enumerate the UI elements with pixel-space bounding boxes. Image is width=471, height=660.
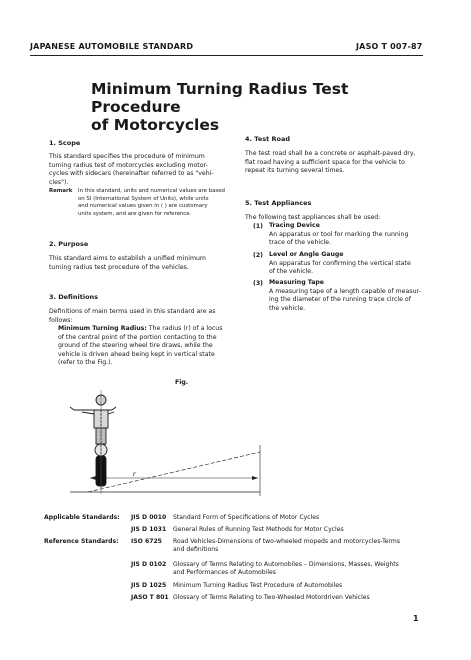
- standard-code: JIS D 0102: [131, 561, 167, 568]
- remark-body: [78, 188, 240, 218]
- motorcycle-icon: [70, 395, 116, 488]
- standard-title-line: Minimum Turning Radius Test Procedure of Automobiles: [173, 582, 343, 589]
- applicable-standards-label: Applicable Standards:: [44, 514, 120, 521]
- arrow-right-icon: [252, 476, 258, 480]
- standard-title: [173, 594, 433, 602]
- appliance-line: An apparatus for confirming the vertical state: [269, 259, 411, 267]
- definitions-heading: 3. Definitions: [49, 293, 99, 301]
- test-road-heading: 4. Test Road: [245, 135, 290, 143]
- appliance-line: trace of the vehicle.: [269, 239, 331, 247]
- page-number: 1: [413, 614, 419, 623]
- appliance-name: Tracing Device: [269, 222, 320, 229]
- definition-line: (refer to the Fig.).: [58, 359, 113, 367]
- figure-caption: Fig.: [175, 379, 189, 386]
- remark-line: on SI (International System of Units), while units: [78, 195, 209, 202]
- remark-line: and numerical values given in ( ) are customary: [78, 203, 208, 210]
- appliance-item: [269, 251, 444, 277]
- definition-line: ground of the steering wheel tire draws, while the: [58, 342, 213, 350]
- standard-code: JIS D 1031: [131, 526, 167, 533]
- arrow-left-icon: [90, 476, 96, 480]
- remark-label: Remark: [49, 188, 73, 194]
- appliance-line: An apparatus or tool for marking the running: [269, 230, 409, 238]
- remark-line: In this standard, units and numerical values are based: [78, 188, 225, 194]
- standard-title-line: Road Vehicles-Dimensions of two-wheeled mopeds and motorcycles-Terms: [173, 538, 401, 545]
- appliances-intro: The following test appliances shall be used:: [245, 214, 381, 221]
- standard-title-line: Glossary of Terms Relating to Two-Wheeled Motordriven Vehicles: [173, 594, 370, 601]
- standard-title: [173, 514, 433, 522]
- definitions-line: follows:: [49, 316, 73, 324]
- purpose-line: This standard aims to establish a unified minimum: [49, 255, 206, 262]
- scope-body: [49, 153, 239, 187]
- standard-title: [173, 582, 433, 590]
- motorcycle-turning-figure: [60, 390, 265, 500]
- header-rule: [30, 55, 423, 56]
- header-right: JASO T 007-87: [356, 42, 423, 51]
- standard-title-line: Standard Form of Specifications of Motor Cycles: [173, 514, 320, 521]
- standard-title-line: General Rules of Running Test Methods for Motor Cycles: [173, 526, 344, 533]
- purpose-heading: 2. Purpose: [49, 240, 89, 248]
- definition-line: vehicle is driven ahead being kept in vertical state: [58, 350, 215, 358]
- appliance-name: Level or Angle Gauge: [269, 251, 344, 258]
- standard-code: JIS D 1025: [131, 582, 167, 589]
- title-line-2: of Motorcycles: [91, 116, 220, 134]
- purpose-line: turning radius test procedure of the vehicles.: [49, 263, 189, 271]
- definition-line: of the central point of the portion contacting to the: [58, 333, 217, 341]
- definition-term-line: [58, 325, 243, 334]
- standard-title-line: and Performances of Automobiles: [173, 569, 276, 576]
- standard-code: ISO 6725: [131, 538, 162, 545]
- appliance-line: of the vehicle.: [269, 268, 314, 276]
- title-line-1: Minimum Turning Radius Test Procedure: [91, 80, 349, 116]
- appliance-name: Measuring Tape: [269, 279, 325, 286]
- scope-line: cycles with sidecars (hereinafter referred to as "vehi-: [49, 170, 214, 178]
- purpose-body: [49, 255, 239, 272]
- test-road-line: repeat its turning several times.: [245, 167, 345, 175]
- reference-standards-label: Reference Standards:: [44, 538, 119, 545]
- definitions-line: Definitions of main terms used in this standard are as: [49, 308, 216, 315]
- appliance-item: [269, 279, 444, 313]
- test-road-line: flat road having a sufficient space for the vehicle to: [245, 158, 405, 166]
- scope-line: cles").: [49, 178, 69, 186]
- standard-title: [173, 526, 433, 534]
- scope-line: This standard specifies the procedure of minimum: [49, 153, 205, 160]
- standard-title: [173, 538, 433, 554]
- standard-code: JASO T 801: [131, 594, 169, 601]
- appliance-number: (3): [253, 280, 263, 287]
- appliance-line: the vehicle.: [269, 304, 306, 312]
- trace-line: [88, 452, 260, 492]
- standard-code: JIS D 0010: [131, 514, 167, 521]
- definition-term: Minimum Turning Radius:: [58, 325, 147, 332]
- test-road-body: [245, 150, 440, 176]
- standard-title-line: Glossary of Terms Relating to Automobiles – Dimensions, Masses, Weights: [173, 561, 399, 568]
- scope-line: turning radius test of motorcycles excluding motor-: [49, 161, 208, 169]
- appliance-item: [269, 222, 444, 248]
- radius-label: r: [133, 470, 136, 478]
- standard-title: [173, 561, 433, 577]
- definition-entry: [58, 325, 243, 368]
- appliances-heading: 5. Test Appliances: [245, 199, 312, 207]
- appliance-line: A measuring tape of a length capable of measur-: [269, 287, 421, 295]
- standard-title-line: and definitions: [173, 546, 219, 553]
- test-road-line: The test road shall be a concrete or asphalt-paved dry,: [245, 150, 416, 157]
- remark-line: units system, and are given for reference.: [78, 210, 192, 217]
- definition-term-rest: The radius (r) of a locus: [148, 325, 223, 332]
- appliance-number: (2): [253, 252, 263, 259]
- page-title: [91, 80, 411, 134]
- scope-heading: 1. Scope: [49, 139, 81, 147]
- definitions-body: [49, 308, 239, 325]
- header-left: JAPANESE AUTOMOBILE STANDARD: [30, 42, 194, 51]
- appliance-number: (1): [253, 223, 263, 230]
- appliance-line: ing the diameter of the running trace circle of: [269, 296, 411, 304]
